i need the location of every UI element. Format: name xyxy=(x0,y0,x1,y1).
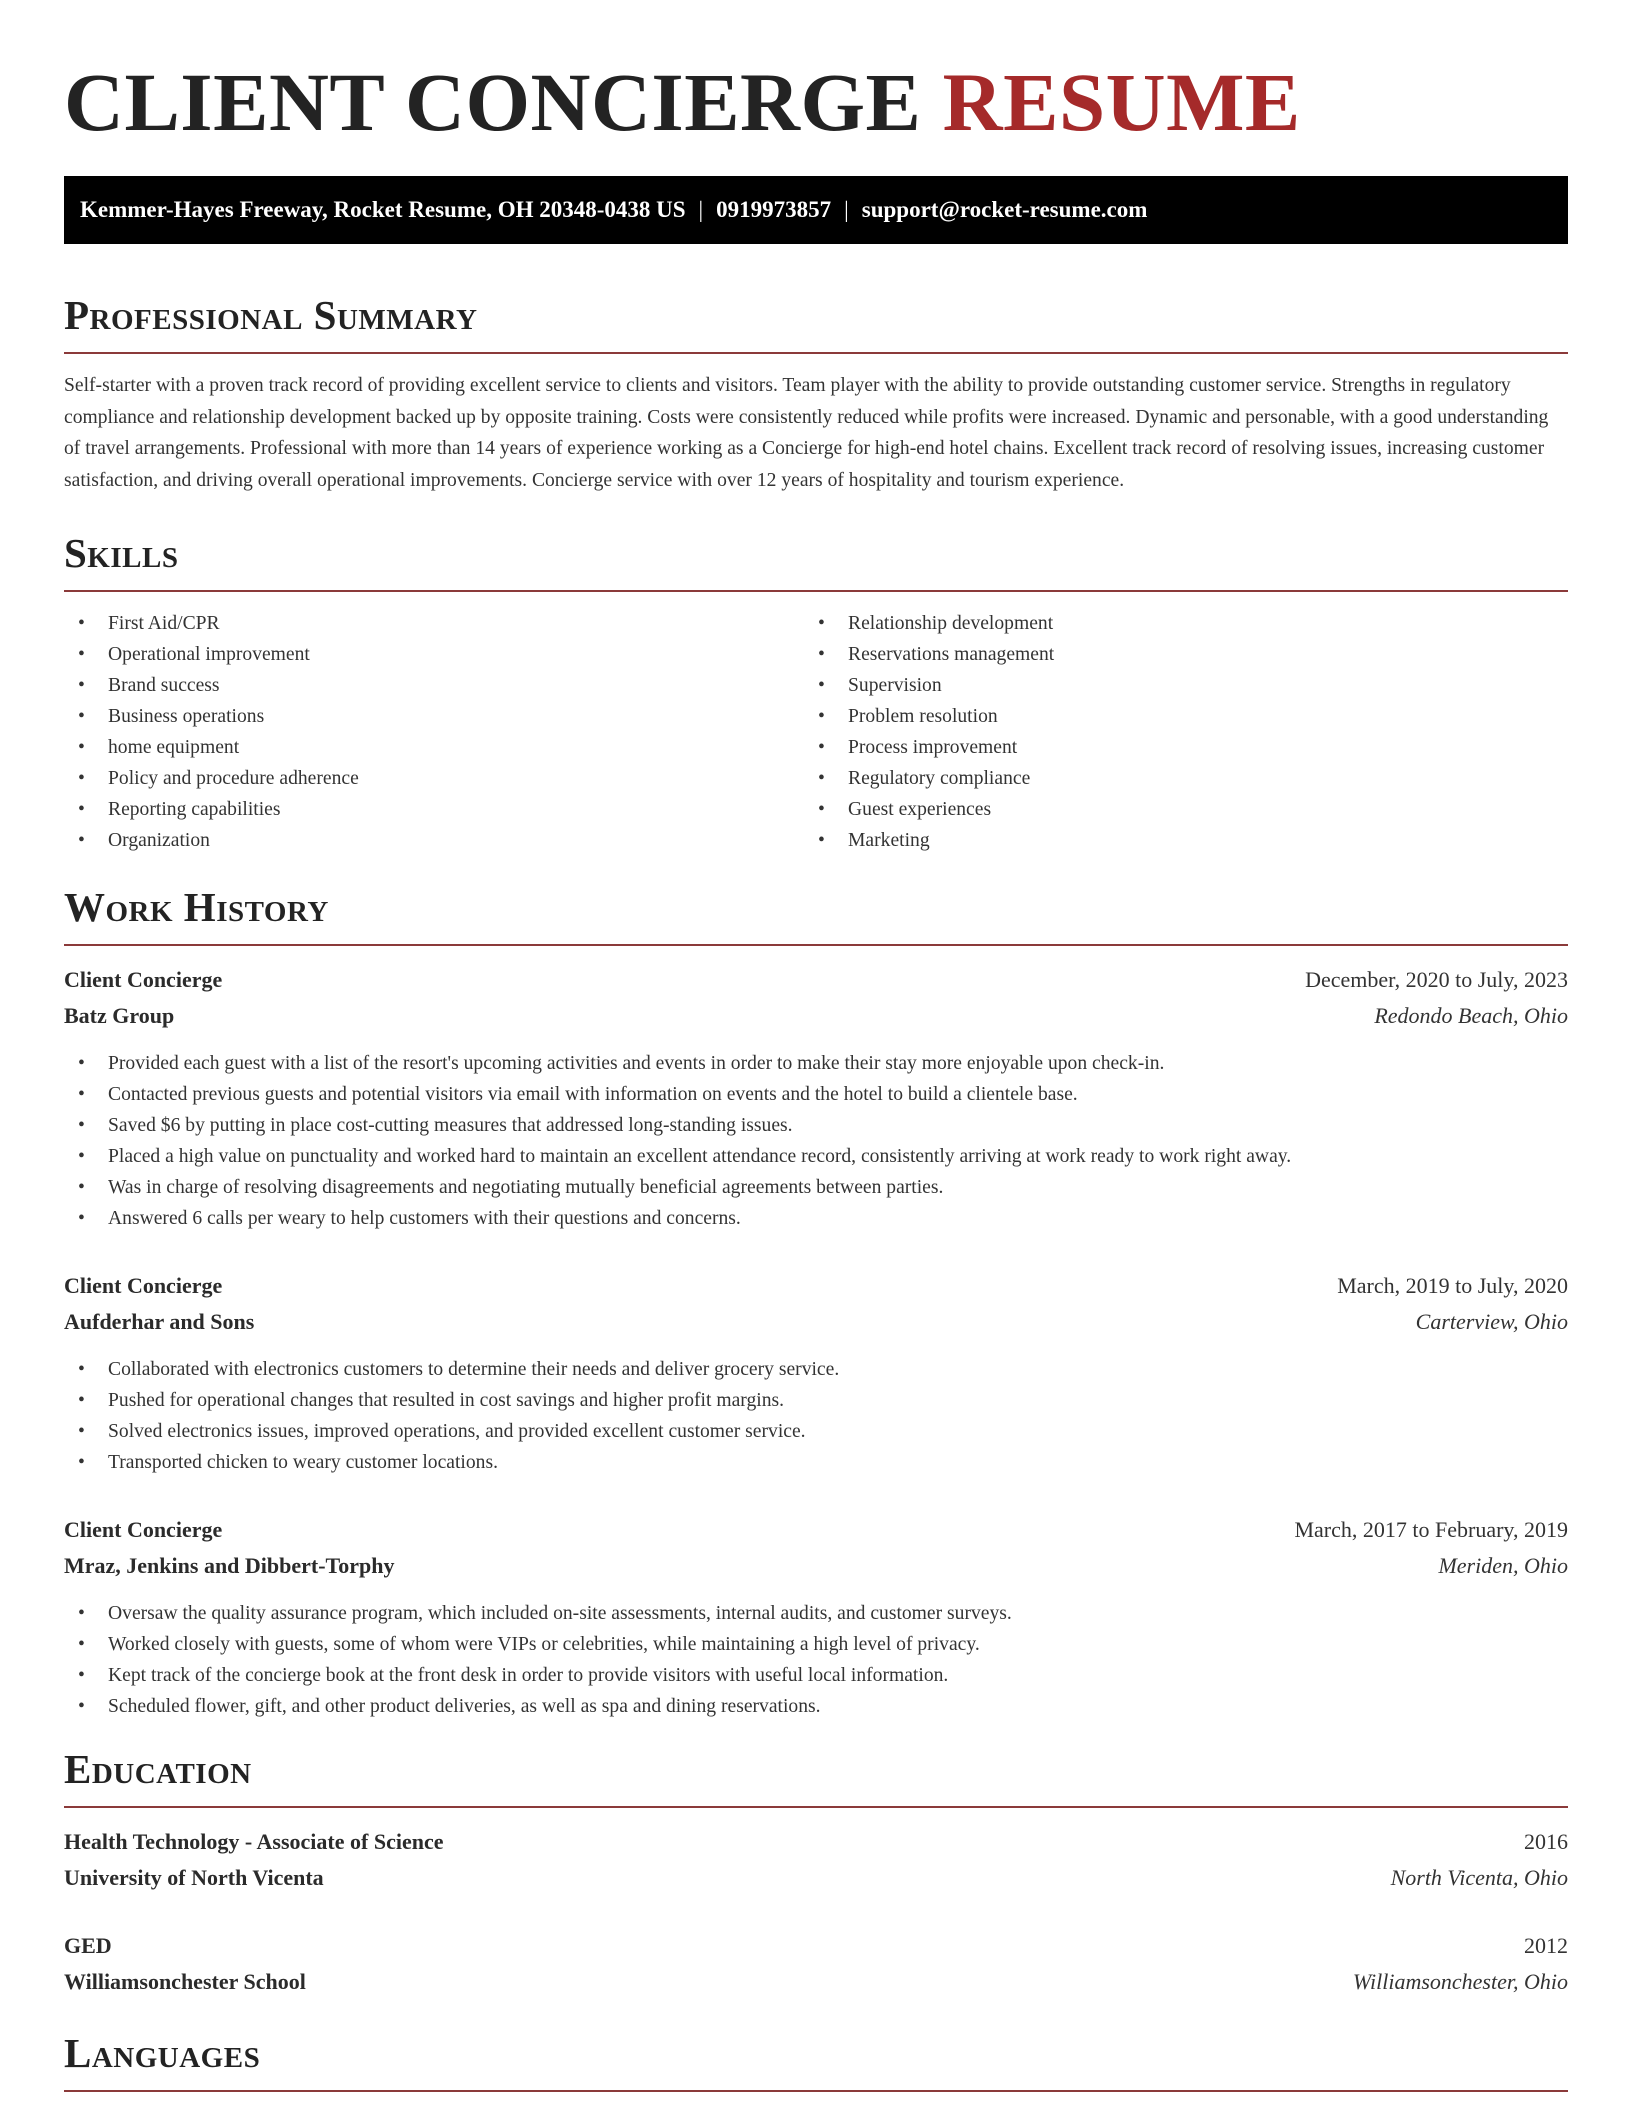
education-degree: GED xyxy=(64,1933,112,1958)
job-bullet: • Placed a high value on punctuality and worked hard to maintain an excellent attendance record, consistently arriving at work ready to work right away. xyxy=(64,1141,1568,1172)
job-bullet: • Collaborated with electronics customers to determine their needs and deliver grocery service. xyxy=(64,1354,1568,1385)
job-location: Redondo Beach, Ohio xyxy=(1374,1003,1568,1028)
education-heading: Education xyxy=(64,1744,1568,1808)
education-entry xyxy=(64,1928,1568,2000)
resume-page xyxy=(64,0,1568,2092)
job-entry xyxy=(64,962,1568,1234)
job-dates: March, 2017 to February, 2019 xyxy=(1294,1517,1568,1542)
skill-item: • Business operations xyxy=(64,701,804,732)
skill-item: • Organization xyxy=(64,825,804,856)
job-subheader xyxy=(64,1304,1568,1340)
job-bullets xyxy=(64,1354,1568,1478)
resume-title xyxy=(64,0,1568,148)
job-bullets xyxy=(64,1598,1568,1722)
skill-item: • First Aid/CPR xyxy=(64,608,804,639)
job-bullet: • Scheduled flower, gift, and other product deliveries, as well as spa and dining reservations. xyxy=(64,1691,1568,1722)
job-dates: December, 2020 to July, 2023 xyxy=(1305,967,1568,992)
skill-item: • Reporting capabilities xyxy=(64,794,804,825)
job-bullet: • Was in charge of resolving disagreements and negotiating mutually beneficial agreements between parties. xyxy=(64,1172,1568,1203)
job-company: Batz Group xyxy=(64,1003,175,1028)
skill-item: • Brand success xyxy=(64,670,804,701)
job-bullet: • Transported chicken to weary customer locations. xyxy=(64,1447,1568,1478)
job-dates: March, 2019 to July, 2020 xyxy=(1337,1273,1568,1298)
skill-item: • Relationship development xyxy=(804,608,1544,639)
job-entry xyxy=(64,1268,1568,1478)
job-header xyxy=(64,1512,1568,1548)
contact-separator: | xyxy=(698,197,704,222)
job-bullet: • Kept track of the concierge book at the front desk in order to provide visitors with useful local information. xyxy=(64,1660,1568,1691)
job-bullet: • Saved $6 by putting in place cost-cutting measures that addressed long-standing issues. xyxy=(64,1110,1568,1141)
contact-separator: | xyxy=(844,197,849,222)
skill-item: • Process improvement xyxy=(804,732,1544,763)
skill-item: • home equipment xyxy=(64,732,804,763)
education-year: 2016 xyxy=(1524,1829,1568,1854)
skill-item: • Operational improvement xyxy=(64,639,804,670)
skills-list xyxy=(64,608,1568,856)
skill-item: • Supervision xyxy=(804,670,1544,701)
job-subheader xyxy=(64,998,1568,1034)
job-bullets xyxy=(64,1048,1568,1234)
job-title: Client Concierge xyxy=(64,1273,223,1298)
skills-column-left xyxy=(64,608,804,856)
contact-phone: 0919973857 xyxy=(716,197,832,222)
education-degree: Health Technology - Associate of Science xyxy=(64,1829,444,1854)
education-subheader xyxy=(64,1860,1568,1896)
skill-item: • Marketing xyxy=(804,825,1544,856)
skill-item: • Policy and procedure adherence xyxy=(64,763,804,794)
job-bullet: • Solved electronics issues, improved operations, and provided excellent customer service. xyxy=(64,1416,1568,1447)
education-school: University of North Vicenta xyxy=(64,1865,324,1890)
job-location: Carterview, Ohio xyxy=(1415,1309,1568,1334)
education-header xyxy=(64,1928,1568,1964)
skill-item: • Regulatory compliance xyxy=(804,763,1544,794)
skill-item: • Reservations management xyxy=(804,639,1544,670)
summary-text: Self-starter with a proven track record of providing excellent service to clients and visitors. Team player with the ability to provide outstanding customer service. Strengths in regulatory compliance and relationship development backed up by opposite training. Costs were consistently reduced while profits were increased. Dynamic and personable, with a good understanding of travel arrangements. Professional with more than 14 years of experience working as a Concierge for high-end hotel chains. Excellent track record of resolving issues, increasing customer satisfaction, and driving overall operational improvements. Concierge service with over 12 years of hospitality and tourism experience. xyxy=(64,375,1549,491)
job-subheader xyxy=(64,1548,1568,1584)
work-history-heading: Work History xyxy=(64,882,1568,946)
education-school: Williamsonchester School xyxy=(64,1969,306,1994)
job-title: Client Concierge xyxy=(64,1517,223,1542)
job-bullet: • Oversaw the quality assurance program, which included on-site assessments, internal audits, and customer surveys. xyxy=(64,1598,1568,1629)
education-location: North Vicenta, Ohio xyxy=(1390,1865,1568,1890)
education-subheader xyxy=(64,1964,1568,2000)
job-entry xyxy=(64,1512,1568,1722)
job-header xyxy=(64,1268,1568,1304)
languages-heading: Languages xyxy=(64,2028,1568,2092)
contact-bar xyxy=(64,176,1568,244)
contact-email[interactable]: support@rocket-resume.com xyxy=(861,197,1148,222)
job-location: Meriden, Ohio xyxy=(1438,1553,1568,1578)
summary-heading: Professional Summary xyxy=(64,290,1568,354)
title-main: CLIENT CONCIERGE xyxy=(64,56,922,148)
job-bullet: • Answered 6 calls per weary to help customers with their questions and concerns. xyxy=(64,1203,1568,1234)
job-bullet: • Worked closely with guests, some of whom were VIPs or celebrities, while maintaining a high level of privacy. xyxy=(64,1629,1568,1660)
title-accent: RESUME xyxy=(942,56,1301,148)
contact-address: Kemmer-Hayes Freeway, Rocket Resume, OH 20348-0438 US xyxy=(80,197,686,222)
skills-heading: Skills xyxy=(64,528,1568,592)
education-entry xyxy=(64,1824,1568,1896)
job-bullet: • Contacted previous guests and potential visitors via email with information on events and the hotel to build a clientele base. xyxy=(64,1079,1568,1110)
job-company: Aufderhar and Sons xyxy=(64,1309,255,1334)
education-location: Williamsonchester, Ohio xyxy=(1352,1969,1568,1994)
education-year: 2012 xyxy=(1524,1933,1568,1958)
skill-item: • Guest experiences xyxy=(804,794,1544,825)
job-bullet: • Pushed for operational changes that resulted in cost savings and higher profit margins. xyxy=(64,1385,1568,1416)
education-header xyxy=(64,1824,1568,1860)
skill-item: • Problem resolution xyxy=(804,701,1544,732)
job-header xyxy=(64,962,1568,998)
skills-column-right xyxy=(804,608,1544,856)
job-title: Client Concierge xyxy=(64,967,223,992)
job-bullet: • Provided each guest with a list of the resort's upcoming activities and events in order to make their stay more enjoyable upon check-in. xyxy=(64,1048,1568,1079)
job-company: Mraz, Jenkins and Dibbert-Torphy xyxy=(64,1553,395,1578)
